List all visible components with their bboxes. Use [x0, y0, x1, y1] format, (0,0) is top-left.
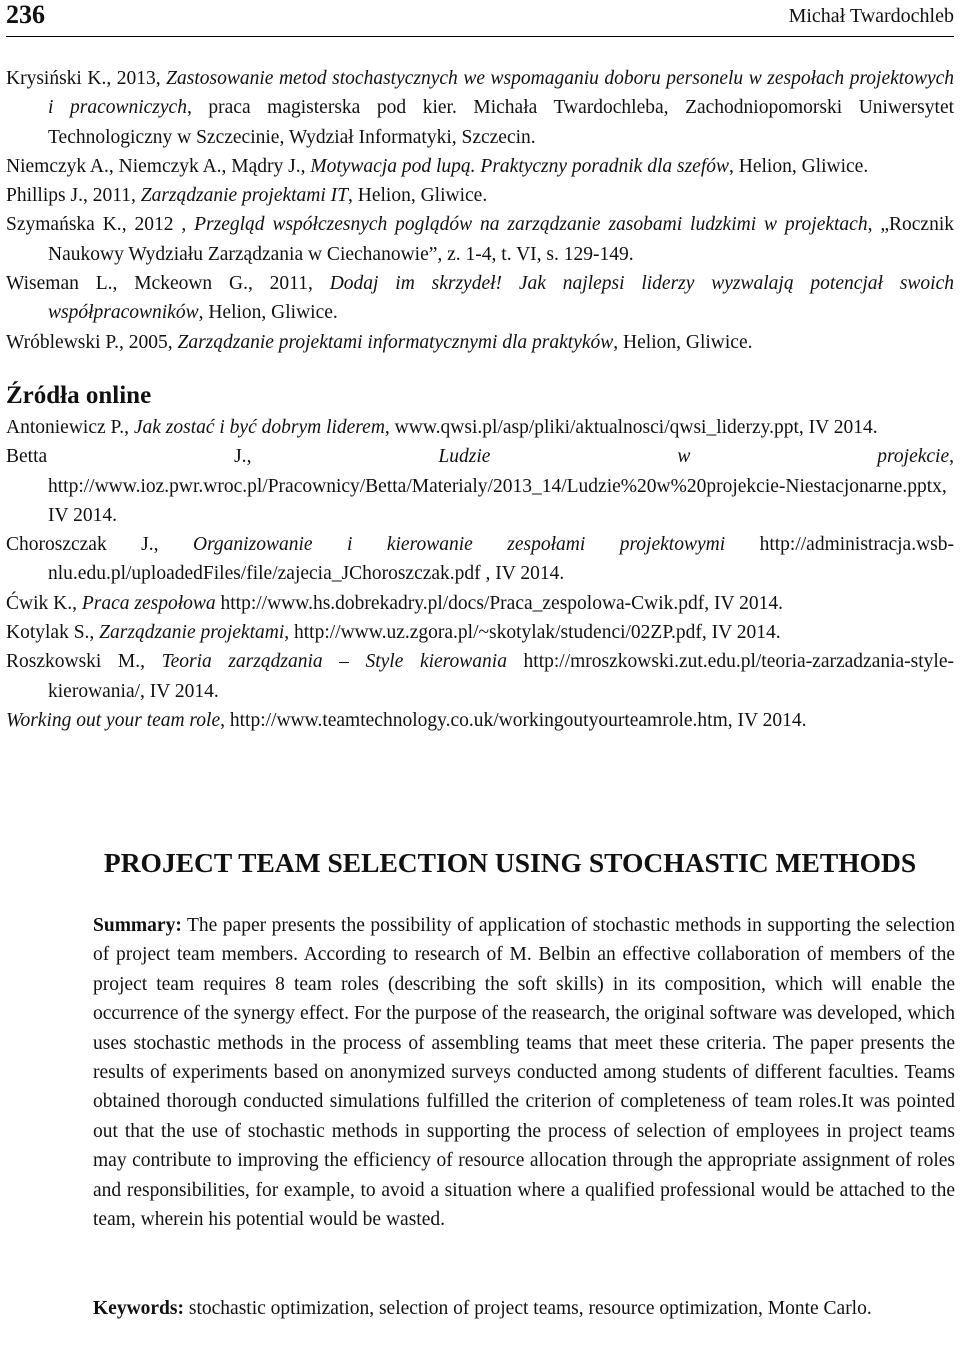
ref-author: Betta J. — [6, 446, 247, 468]
summary-text: The paper presents the possibility of application of stochastic methods in supporting the selection of project team members. According to research of M. Belbin an effective collaboration of members of the project team requires 8 team roles (describing the soft skills) in its composition, which will enable the occurrence of the synergy effect. For the purpose of the reasearch, the original software was developed, which uses stochastic methods in the process of assembling teams that meet these criteria. The paper presents the results of experiments based on anonymized surveys conducted among students of different faculties. Teams obtained thorough conducted simulations fulfilled the criterion of completeness of team roles.It was pointed out that the use of stochastic methods in supporting the process of selection of employees in project teams may contribute to improving the efficiency of resource allocation through the appropriate assignment of roles and responsibilities, for example, to avoid a situation where a qualified professional would be attached to the team, wherein his potential would be wasted. — [93, 915, 955, 1231]
bibliography — [6, 64, 954, 735]
page-number: 236 — [6, 0, 45, 29]
summary-paragraph — [93, 911, 955, 1234]
online-source-item — [6, 530, 954, 589]
reference-item — [6, 269, 954, 328]
ref-pre: , — [140, 651, 162, 673]
ref-post: , Helion, Gliwice. — [729, 155, 869, 177]
ref-title: Zastosowanie metod stochastycznych we wspomaganiu doboru personelu w zespołach projektowych i pracowniczych — [48, 68, 955, 119]
ref-pre: , 2013, — [106, 68, 167, 89]
ref-post: , Helion, Gliwice. — [613, 331, 753, 353]
ref-author: Kotylak S. — [6, 622, 90, 644]
reference-item — [6, 181, 954, 210]
english-title: PROJECT TEAM SELECTION USING STOCHASTIC METHODS — [103, 847, 917, 878]
online-source-item — [6, 442, 954, 530]
ref-post: , Helion, Gliwice. — [198, 302, 338, 324]
keywords-paragraph — [93, 1294, 955, 1323]
ref-pre: , 2012 , — [121, 214, 195, 236]
ref-title: Jak zostać i być dobrym liderem — [133, 416, 385, 438]
ref-post: , „Rocznik Naukowy Wydziału Zarządzania w Ciechanowie”, z. 1-4, t. VI, s. 129-149. — [48, 214, 955, 265]
ref-title: Praca zespołowa — [81, 592, 216, 614]
reference-item — [6, 152, 954, 181]
summary-label: Summary: — [93, 915, 182, 936]
online-source-item — [6, 647, 954, 706]
ref-author: Wiseman L. — [6, 273, 113, 295]
online-source-list — [6, 413, 954, 735]
ref-pre: , — [246, 446, 439, 468]
ref-post: http://administracja.wsb-nlu.edu.pl/uploadedFiles/file/zajecia_JChoroszczak.pdf , IV 2014. — [48, 534, 955, 585]
ref-author: Antoniewicz P. — [6, 416, 125, 438]
ref-post: http://mroszkowski.zut.edu.pl/teoria-zarzadzania-style-kierowania/, IV 2014. — [48, 651, 954, 702]
online-source-item — [6, 589, 954, 618]
running-head: Michał Twardochleb — [788, 5, 954, 27]
ref-author: Niemczyk A. — [6, 155, 109, 177]
ref-pre: , — [72, 592, 82, 614]
ref-pre: , Niemczyk A., Mądry J., — [108, 155, 311, 177]
ref-title: Working out your team role — [6, 709, 221, 731]
ref-post: , http://www.teamtechnology.co.uk/workingoutyourteamrole.htm, IV 2014. — [220, 709, 807, 731]
ref-author: Szymańska K. — [6, 214, 122, 236]
ref-post: , praca magisterska pod kier. Michała Twardochleba, Zachodniopomorski Uniwersytet Technologiczny w Szczecinie, Wydział Informatyki, Szczecin. — [48, 97, 955, 148]
page-header — [6, 0, 954, 37]
keywords-text: stochastic optimization, selection of project teams, resource optimization, Monte Carlo. — [184, 1298, 872, 1319]
online-source-item — [6, 618, 954, 647]
online-sources-heading: Źródła online — [6, 381, 152, 409]
ref-title: Dodaj im skrzydeł! Jak najlepsi liderzy wyzwalają potencjał swoich współpracowników — [48, 273, 954, 324]
ref-title: Zarządzanie projektami IT — [140, 185, 349, 207]
ref-post: , http://www.ioz.pwr.wroc.pl/Pracownicy/Betta/Materialy/2013_14/Ludzie%20w%20projekcie-Niestacjonarne.pptx, IV 2014. — [48, 446, 954, 526]
reference-item — [6, 64, 954, 152]
reference-item — [6, 210, 954, 269]
ref-post: http://www.hs.dobrekadry.pl/docs/Praca_zespolowa-Cwik.pdf, IV 2014. — [215, 592, 784, 614]
ref-title: Ludzie w projekcie — [438, 446, 950, 468]
reference-list — [6, 64, 954, 357]
ref-author: Wróblewski P. — [6, 331, 119, 353]
ref-author: Krysiński K. — [6, 68, 107, 89]
ref-title: Organizowanie i kierowanie zespołami projektowymi — [192, 534, 726, 556]
ref-pre: , — [124, 416, 134, 438]
ref-post: , Helion, Gliwice. — [348, 185, 488, 207]
online-source-item — [6, 413, 954, 442]
ref-pre: , — [89, 622, 100, 644]
ref-pre: , — [153, 534, 193, 556]
ref-title: Zarządzanie projektami informatycznymi dla praktyków — [177, 331, 614, 353]
keywords-label: Keywords: — [93, 1298, 184, 1319]
ref-title: Motywacja pod lupą. Praktyczny poradnik dla szefów — [310, 155, 730, 177]
ref-author: Ćwik K. — [6, 592, 73, 614]
ref-post: , www.qwsi.pl/asp/pliki/aktualnosci/qwsi_liderzy.ppt, IV 2014. — [384, 416, 878, 438]
reference-item — [6, 328, 954, 357]
ref-title: Zarządzanie projektami — [99, 622, 285, 644]
ref-author: Phillips J. — [6, 185, 83, 207]
ref-pre: , Mckeown G., 2011, — [112, 273, 330, 295]
ref-title: Przegląd współczesnych poglądów na zarządzanie zasobami ludzkimi w projektach — [194, 214, 868, 236]
ref-post: , http://www.uz.zgora.pl/~skotylak/studenci/02ZP.pdf, IV 2014. — [284, 622, 781, 644]
ref-author: Choroszczak J. — [6, 534, 154, 556]
ref-pre: , 2011, — [82, 185, 141, 207]
online-source-item — [6, 706, 954, 735]
ref-title: Teoria zarządzania – Style kierowania — [161, 651, 507, 673]
ref-author: Roszkowski M. — [6, 651, 141, 673]
ref-pre: , 2005, — [118, 331, 178, 353]
